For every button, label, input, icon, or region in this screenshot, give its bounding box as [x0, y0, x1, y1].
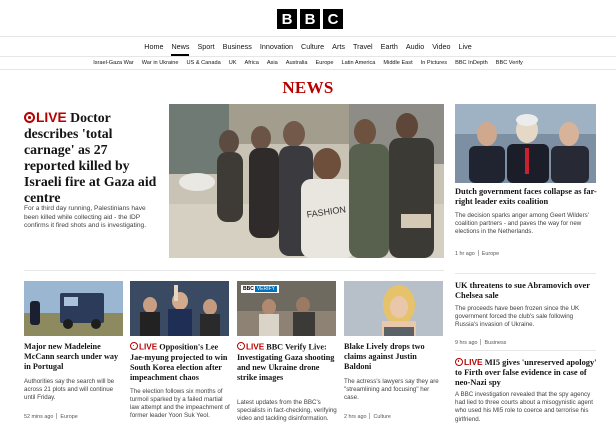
card-1-image[interactable] — [24, 281, 123, 336]
lead-headline[interactable] — [24, 110, 162, 206]
right-top-meta — [455, 250, 499, 257]
live-label: LIVE — [36, 110, 67, 125]
timestamp: 1 hr ago — [455, 251, 475, 257]
card-1-summary: Authorities say the search will be across 21 plots and will continue until Friday. — [24, 378, 115, 401]
card-2-headline-text: Opposition's Lee Jae-myung projected to win South Korea election after impeachment chaos — [130, 342, 228, 382]
live-indicator-icon — [455, 358, 463, 366]
lead-summary: For a third day running, Palestinians have been killed while collecting aid - the IDP confirms it fired shots and is investigating. — [24, 205, 147, 230]
category-link[interactable]: Europe — [481, 251, 500, 257]
live-indicator-icon — [24, 112, 35, 123]
nav-home[interactable]: Home — [144, 42, 164, 51]
nav-culture[interactable]: Culture — [301, 42, 325, 51]
subnav-uk[interactable]: UK — [228, 60, 237, 66]
bbc-logo[interactable] — [277, 9, 343, 29]
nav-audio[interactable]: Audio — [405, 42, 425, 51]
nav-news[interactable]: News — [167, 37, 193, 56]
nav-arts[interactable]: Arts — [332, 42, 345, 51]
bbc-verify-badge — [241, 285, 279, 293]
card-4-meta — [344, 413, 391, 420]
nav-live[interactable]: Live — [458, 42, 472, 51]
nav-business[interactable]: Business — [222, 42, 252, 51]
divider — [455, 350, 596, 351]
live-indicator-icon — [130, 342, 138, 350]
live-label: LIVE — [246, 342, 265, 352]
sub-nav — [0, 56, 616, 70]
live-label: LIVE — [139, 342, 158, 352]
category-link[interactable]: Business — [484, 340, 507, 346]
subnav-in-pictures[interactable]: In Pictures — [420, 60, 448, 66]
subnav-ukraine[interactable]: War in Ukraine — [141, 60, 179, 66]
divider — [455, 273, 596, 274]
card-2-image[interactable] — [130, 281, 229, 336]
subnav-us-canada[interactable]: US & Canada — [186, 60, 221, 66]
right-top-summary: The decision sparks anger among Geert Wilders' coalition partners - and paves the way for new elections in the Netherlands. — [455, 212, 589, 236]
section-title: NEWS — [282, 78, 334, 97]
category-link[interactable]: Europe — [60, 414, 78, 420]
timestamp: 9 hrs ago — [455, 340, 478, 346]
right-bottom-headline-text: MI5 gives 'unreserved apology' to Firth over false evidence in case of neo-Nazi spy — [455, 358, 597, 388]
timestamp: 2 hrs ago — [344, 414, 367, 420]
subnav-australia[interactable]: Australia — [285, 60, 308, 66]
live-indicator-icon — [237, 342, 245, 350]
main-nav — [0, 37, 616, 56]
card-2-summary: The election follows six months of turmoil sparked by a failed martial law attempt and the impeachment of former leader Yoon Suk Yeol. — [130, 388, 230, 419]
subnav-bbc-indepth[interactable]: BBC InDepth — [455, 60, 488, 66]
right-bottom-headline[interactable] — [455, 357, 598, 389]
card-2-headline[interactable] — [130, 342, 230, 383]
right-mid-headline[interactable]: UK threatens to sue Abramovich over Chelsea sale — [455, 281, 590, 301]
subnav-middle-east[interactable]: Middle East — [383, 60, 413, 66]
card-1-meta — [24, 413, 78, 420]
lead-headline-text: Doctor describes 'total carnage' as 27 reported killed by Israeli fire at Gaza aid centre — [24, 110, 157, 205]
politicians-photo — [455, 104, 596, 183]
actress-photo — [344, 281, 443, 336]
top-bar — [0, 0, 616, 37]
right-top-headline[interactable]: Dutch government faces collapse as far-right leader exits coalition — [455, 187, 597, 207]
badge-bbc: BBC — [243, 286, 254, 292]
logo-letter-b1: B — [277, 9, 297, 29]
nav-video[interactable]: Video — [432, 42, 451, 51]
divider — [24, 270, 444, 271]
logo-letter-c: C — [323, 9, 343, 29]
subnav-europe[interactable]: Europe — [315, 60, 334, 66]
subnav-bbc-verify[interactable]: BBC Verify — [495, 60, 523, 66]
subnav-israel-gaza[interactable]: Israel-Gaza War — [93, 60, 134, 66]
right-mid-summary: The proceeds have been frozen since the UK government forced the club's sale following Russia's invasion of Ukraine. — [455, 305, 580, 329]
card-4-summary: The actress's lawyers say they are "streamlining and focusing" her case. — [344, 378, 439, 401]
nav-sport[interactable]: Sport — [197, 42, 215, 51]
nav-travel[interactable]: Travel — [352, 42, 373, 51]
right-mid-meta — [455, 339, 506, 346]
card-3-headline[interactable] — [237, 342, 337, 383]
svg-text:FASHION: FASHION — [306, 204, 347, 220]
card-3-image[interactable] — [237, 281, 336, 336]
live-label: LIVE — [464, 357, 483, 367]
nav-innovation[interactable]: Innovation — [259, 42, 293, 51]
subnav-latin-america[interactable]: Latin America — [341, 60, 376, 66]
card-4-headline[interactable]: Blake Lively drops two claims against Justin Baldoni — [344, 342, 425, 371]
subnav-africa[interactable]: Africa — [244, 60, 259, 66]
lead-photo — [169, 104, 444, 258]
logo-letter-b2: B — [300, 9, 320, 29]
badge-verify: VERIFY — [256, 286, 275, 292]
lead-story-image[interactable] — [169, 104, 444, 258]
right-story-image[interactable] — [455, 104, 596, 183]
right-bottom-summary: A BBC investigation revealed that the spy agency had lied to three courts about a misogynistic agent who used his MI5 role to coerce and terrorise his girlfriend. — [455, 391, 593, 423]
rally-photo — [130, 281, 229, 336]
card-3-headline-text: BBC Verify Live: Investigating Gaza shooting and new Ukraine drone strike images — [237, 342, 335, 382]
card-3-summary: Latest updates from the BBC's specialists in fact-checking, verifying video and tackling disinformation. — [237, 399, 337, 422]
nav-earth[interactable]: Earth — [380, 42, 398, 51]
category-link[interactable]: Culture — [373, 414, 391, 420]
timestamp: 52 mins ago — [24, 414, 54, 420]
card-1-headline[interactable]: Major new Madeleine McCann search under way in Portugal — [24, 342, 119, 371]
card-4-image[interactable] — [344, 281, 443, 336]
search-scene-photo — [24, 281, 123, 336]
subnav-asia[interactable]: Asia — [266, 60, 278, 66]
